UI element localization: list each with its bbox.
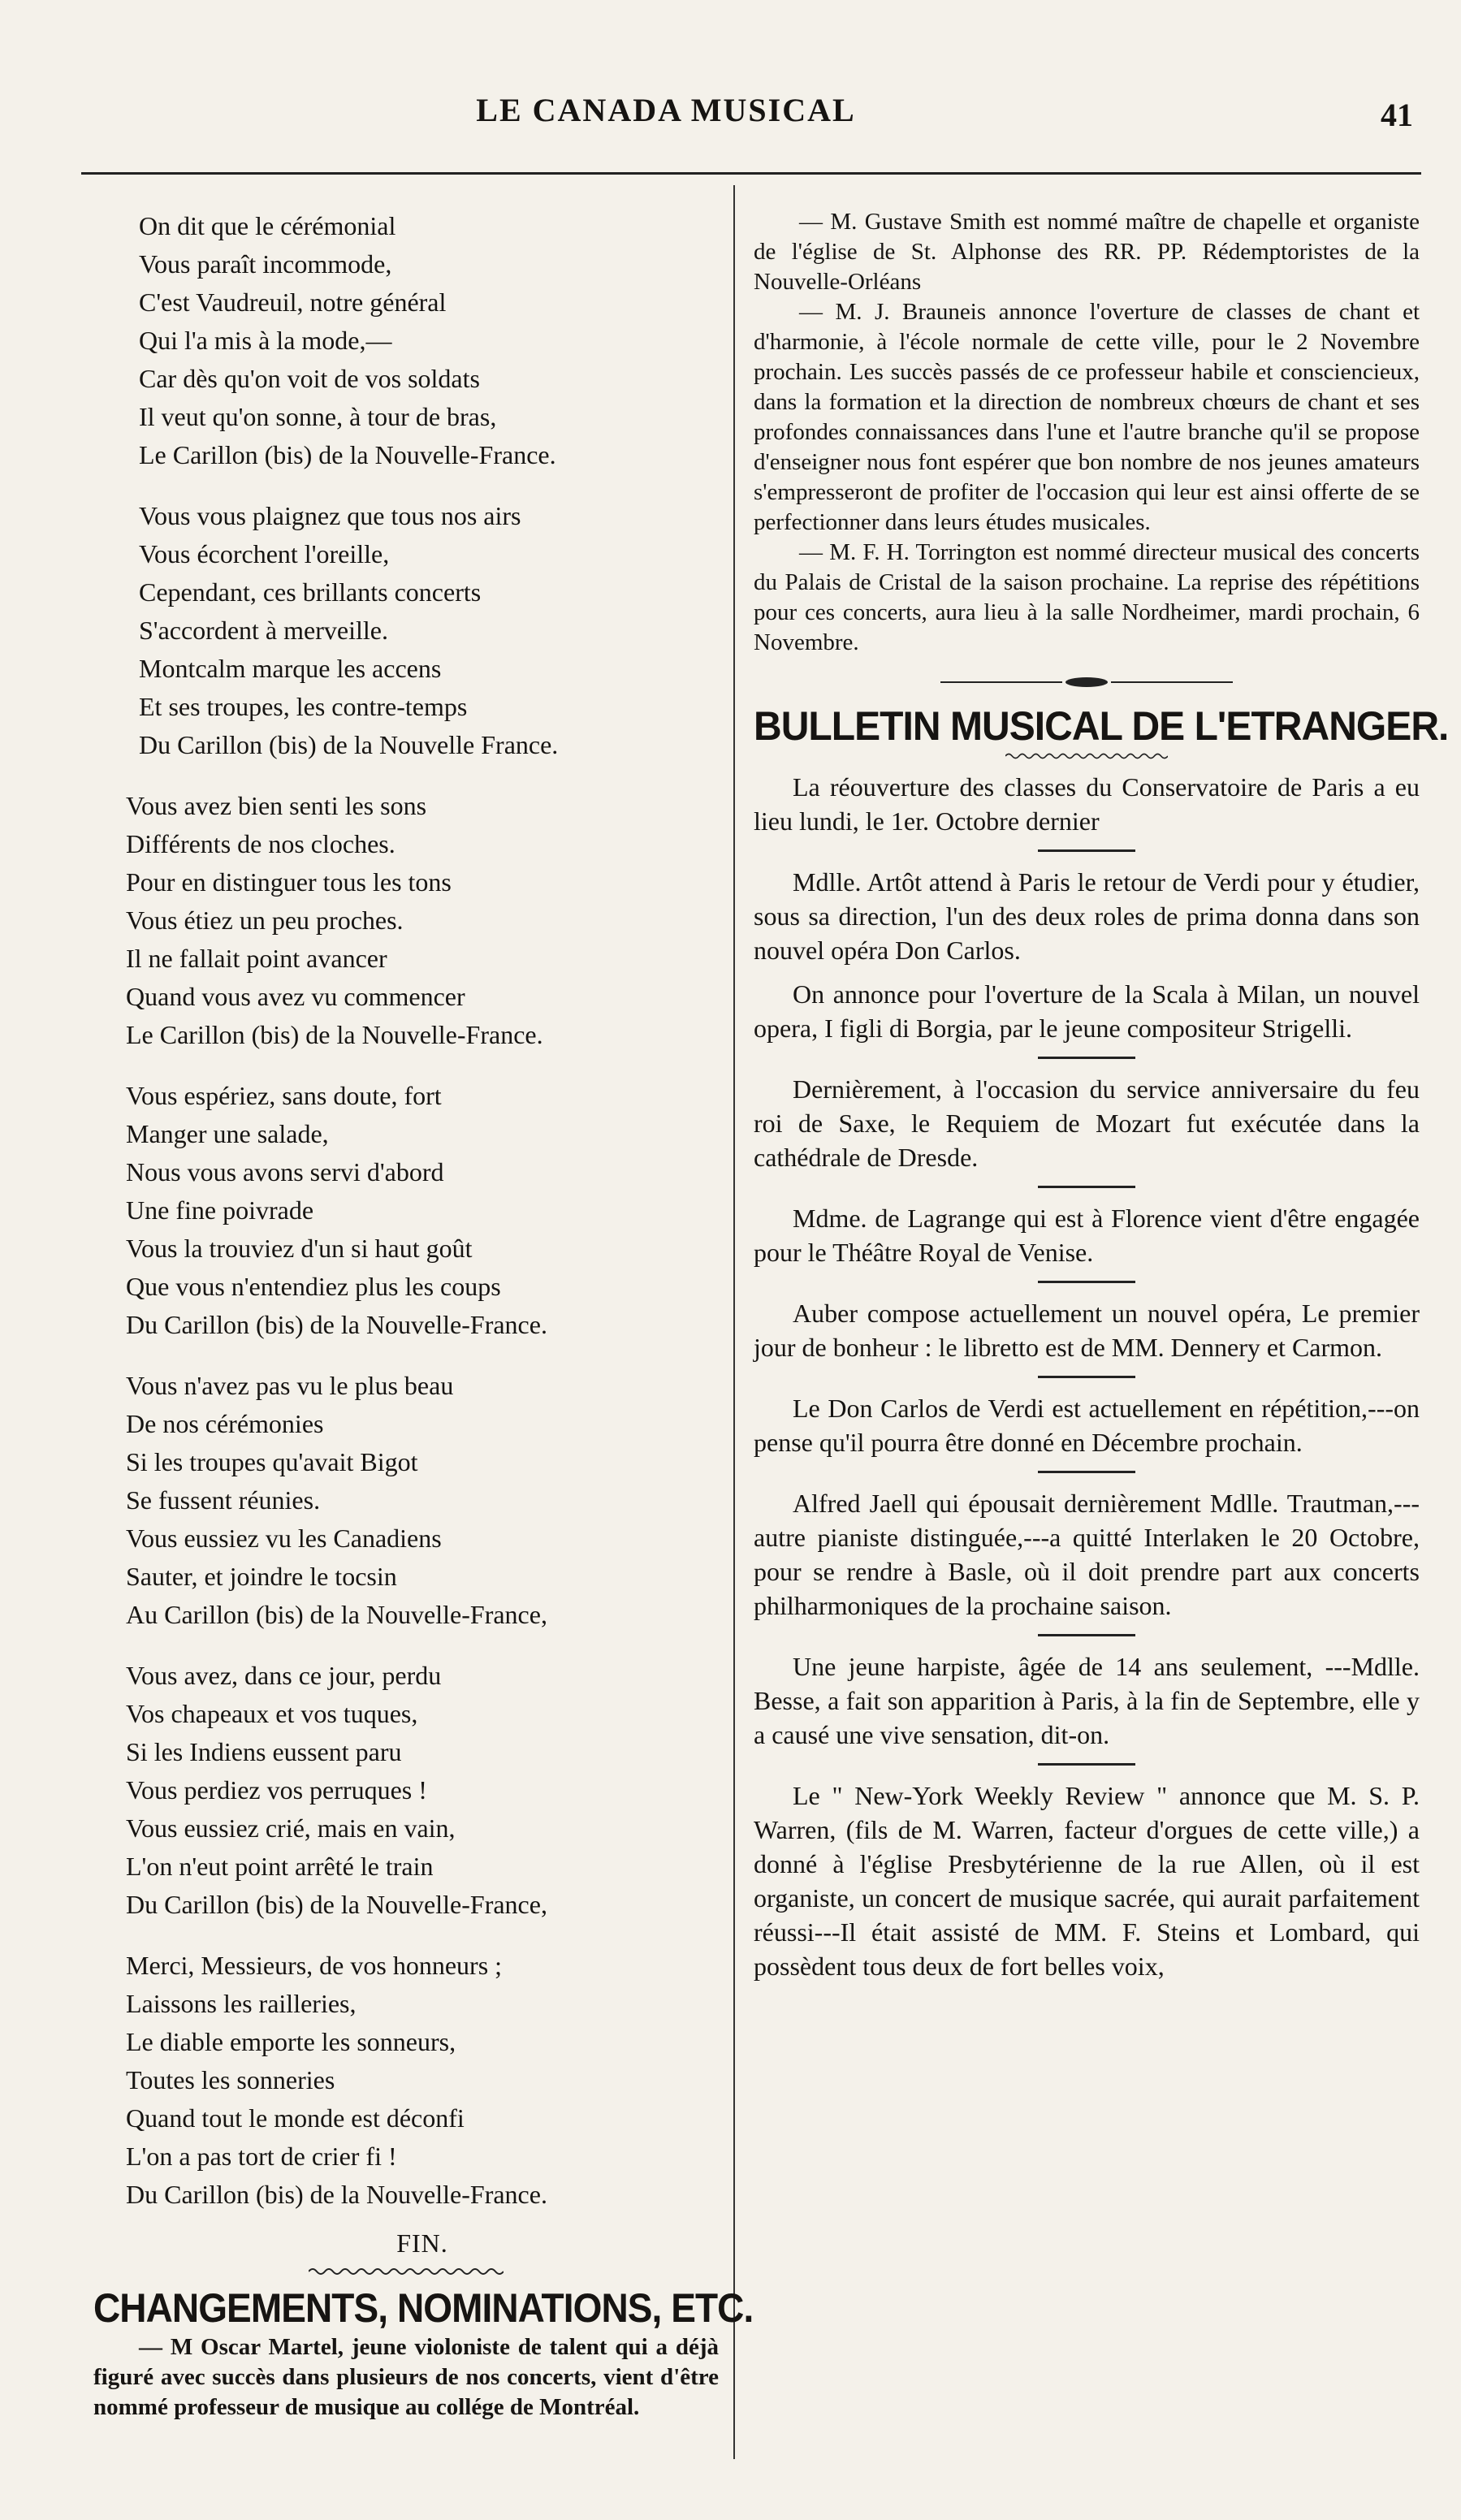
verse-line: Merci, Messieurs, de vos honneurs ; xyxy=(126,1951,503,1980)
verse-line: Il ne fallait point avancer xyxy=(126,944,387,973)
verse-line: Vous la trouviez d'un si haut goût xyxy=(126,1234,473,1263)
bulletin-item: La réouverture des classes du Conservatoire de Paris a eu lieu lundi, le 1er. Octobre dernier xyxy=(754,772,1420,836)
page-title: LE CANADA MUSICAL xyxy=(476,92,856,128)
verse-line: L'on a pas tort de crier fi ! xyxy=(126,2142,397,2171)
verse-line: Vous avez bien senti les sons xyxy=(126,791,427,820)
stanza xyxy=(93,497,719,764)
verse-line: Du Carillon (bis) de la Nouvelle-France, xyxy=(126,1890,547,1919)
news-item-smith: — M. Gustave Smith est nommé maître de chapelle et organiste de l'église de St. Alphonse des RR. PP. Rédemptoristes de la Nouvelle-Orléans xyxy=(754,209,1420,295)
separator-rule xyxy=(1038,1763,1135,1766)
verse-line: C'est Vaudreuil, notre général xyxy=(139,287,447,317)
verse-line: Vous eussiez crié, mais en vain, xyxy=(126,1813,456,1843)
verse-line: De nos cérémonies xyxy=(126,1409,324,1438)
header-rule xyxy=(81,172,1421,175)
bulletin-item: Auber compose actuellement un nouvel opéra, Le premier jour de bonheur : le libretto est de MM. Dennery et Carmon. xyxy=(754,1299,1420,1362)
verse-line: Et ses troupes, les contre-temps xyxy=(139,692,468,721)
bulletin-item: Dernièrement, à l'occasion du service anniversaire du feu roi de Saxe, le Requiem de Mozart fut exécutée dans la cathédrale de Dresde. xyxy=(754,1074,1420,1172)
verse-line: Si les troupes qu'avait Bigot xyxy=(126,1447,418,1476)
wavy-rule xyxy=(309,2266,504,2277)
verse-line: Vous perdiez vos perruques ! xyxy=(126,1775,427,1805)
news-item-torrington: — M. F. H. Torrington est nommé directeur musical des concerts du Palais de Cristal de la saison prochaine. La reprise des répétitions pour ces concerts, aura lieu à la salle Nordheimer, mardi prochain, 6 Novembre. xyxy=(754,539,1420,655)
verse-line: Il veut qu'on sonne, à tour de bras, xyxy=(139,402,497,431)
stanza xyxy=(93,1657,719,1924)
verse-line: Sauter, et joindre le tocsin xyxy=(126,1562,397,1591)
column-rule xyxy=(733,185,735,2459)
verse-line: Se fussent réunies. xyxy=(126,1485,321,1515)
separator-rule xyxy=(1038,1471,1135,1473)
verse-line: Qui l'a mis à la mode,— xyxy=(139,326,392,355)
left-column xyxy=(93,207,754,2423)
verse-line: Vous étiez un peu proches. xyxy=(126,906,404,935)
verse-line: Le Carillon (bis) de la Nouvelle-France. xyxy=(139,440,556,469)
bulletin-item: Mdme. de Lagrange qui est à Florence vient d'être engagée pour le Théâtre Royal de Venise. xyxy=(754,1204,1420,1267)
bulletin-item: On annonce pour l'overture de la Scala à Milan, un nouvel opera, I figli di Borgia, par le jeune compositeur Strigelli. xyxy=(754,979,1420,1043)
verse-line: Vous vous plaignez que tous nos airs xyxy=(139,501,521,530)
verse-line: Du Carillon (bis) de la Nouvelle-France. xyxy=(126,1310,547,1339)
stanza xyxy=(93,207,719,474)
verse-line: Manger une salade, xyxy=(126,1119,329,1148)
stanza xyxy=(93,1947,719,2214)
verse-line: Au Carillon (bis) de la Nouvelle-France, xyxy=(126,1600,547,1629)
poem-end-mark: FIN. xyxy=(396,2228,448,2258)
verse-line: Vous écorchent l'oreille, xyxy=(139,539,390,568)
changements-heading: CHANGEMENTS, NOMINATIONS, ETC. xyxy=(93,2285,754,2331)
bulletin-item: Une jeune harpiste, âgée de 14 ans seulement, ---Mdlle. Besse, a fait son apparition à Paris, à la fin de Septembre, elle y a causé une vive sensation, dit-on. xyxy=(754,1652,1420,1749)
verse-line: Pour en distinguer tous les tons xyxy=(126,867,452,897)
verse-line: Une fine poivrade xyxy=(126,1195,314,1225)
verse-line: Le Carillon (bis) de la Nouvelle-France. xyxy=(126,1020,543,1049)
bulletin-heading: BULLETIN MUSICAL DE L'ETRANGER. xyxy=(754,703,1449,749)
news-item-martel: — M Oscar Martel, jeune violoniste de talent qui a déjà figuré avec succès dans plusieurs de nos concerts, vient d'être nommé professeur de musique au collége de Montréal. xyxy=(93,2334,719,2420)
page-number: 41 xyxy=(1381,97,1413,133)
verse-line: Car dès qu'on voit de vos soldats xyxy=(139,364,480,393)
separator-rule xyxy=(1038,849,1135,852)
news-item-brauneis: — M. J. Brauneis annonce l'overture de classes de chant et d'harmonie, à l'école normale de cette ville, pour le 2 Novembre prochain. Les succès passés de ce professeur habile et consciencieux, dans la formation et la direction de nombreux chœurs de chant et ses profondes connaissances dans l'une et l'autre branche qu'il se propose d'enseigner nous font espérer que bon nombre de nos jeunes amateurs s'empresseront de profiter de l'occasion qui leur est ainsi offerte de se perfectionner dans leurs études musicales. xyxy=(754,299,1420,535)
ornament-rule xyxy=(940,676,1233,689)
verse-line: Montcalm marque les accens xyxy=(139,654,442,683)
wavy-rule xyxy=(1005,750,1168,762)
verse-line: Quand tout le monde est déconfi xyxy=(126,2103,465,2133)
separator-rule xyxy=(1038,1376,1135,1378)
verse-line: Quand vous avez vu commencer xyxy=(126,982,465,1011)
stanza xyxy=(93,1367,719,1634)
running-head xyxy=(0,91,1461,148)
verse-line: S'accordent à merveille. xyxy=(139,616,388,645)
verse-line: Vos chapeaux et vos tuques, xyxy=(126,1699,418,1728)
verse-line: Toutes les sonneries xyxy=(126,2065,335,2094)
verse-line: Que vous n'entendiez plus les coups xyxy=(126,1272,501,1301)
stanza xyxy=(93,787,719,1054)
verse-line: Vous avez, dans ce jour, perdu xyxy=(126,1661,442,1690)
separator-rule xyxy=(1038,1186,1135,1188)
verse-line: On dit que le cérémonial xyxy=(139,211,396,240)
verse-line: Cependant, ces brillants concerts xyxy=(139,577,482,607)
verse-line: Le diable emporte les sonneurs, xyxy=(126,2027,456,2056)
verse-line: Du Carillon (bis) de la Nouvelle-France. xyxy=(126,2180,547,2209)
verse-line: Vous n'avez pas vu le plus beau xyxy=(126,1371,454,1400)
separator-rule xyxy=(1038,1057,1135,1059)
bulletin-item: Le Don Carlos de Verdi est actuellement en répétition,---on pense qu'il pourra être donné en Décembre prochain. xyxy=(754,1394,1420,1457)
verse-line: Différents de nos cloches. xyxy=(126,829,396,858)
bulletin-item: Mdlle. Artôt attend à Paris le retour de Verdi pour y étudier, sous sa direction, l'un des deux roles de prima donna dans son nouvel opéra Don Carlos. xyxy=(754,867,1420,965)
verse-line: Vous paraît incommode, xyxy=(139,249,392,279)
bulletin-item: Alfred Jaell qui épousait dernièrement Mdlle. Trautman,---autre pianiste distinguée,---a quitté Interlaken le 20 Octobre, pour se rendre à Basle, où il doit prendre part aux concerts philharmoniques de la prochaine saison. xyxy=(754,1489,1420,1620)
poem xyxy=(93,207,719,2261)
right-column xyxy=(754,207,1449,1983)
separator-rule xyxy=(1038,1634,1135,1636)
stanza xyxy=(93,1077,719,1344)
bulletin-item: Le " New-York Weekly Review " annonce que M. S. P. Warren, (fils de M. Warren, facteur d'orgues de cette ville,) a donné à l'église Presbytérienne de la rue Allen, où il est organiste, un concert de musique sacrée, qui aurait parfaitement réussi---Il était assisté de MM. F. Steins et Lombard, qui possèdent tous deux de fort belles voix, xyxy=(754,1781,1420,1981)
verse-line: Du Carillon (bis) de la Nouvelle France. xyxy=(139,730,559,759)
verse-line: Laissons les railleries, xyxy=(126,1989,357,2018)
verse-line: Vous eussiez vu les Canadiens xyxy=(126,1524,442,1553)
verse-line: Nous vous avons servi d'abord xyxy=(126,1157,444,1187)
separator-rule xyxy=(1038,1281,1135,1283)
verse-line: Vous espériez, sans doute, fort xyxy=(126,1081,442,1110)
verse-line: L'on n'eut point arrêté le train xyxy=(126,1852,434,1881)
verse-line: Si les Indiens eussent paru xyxy=(126,1737,402,1766)
